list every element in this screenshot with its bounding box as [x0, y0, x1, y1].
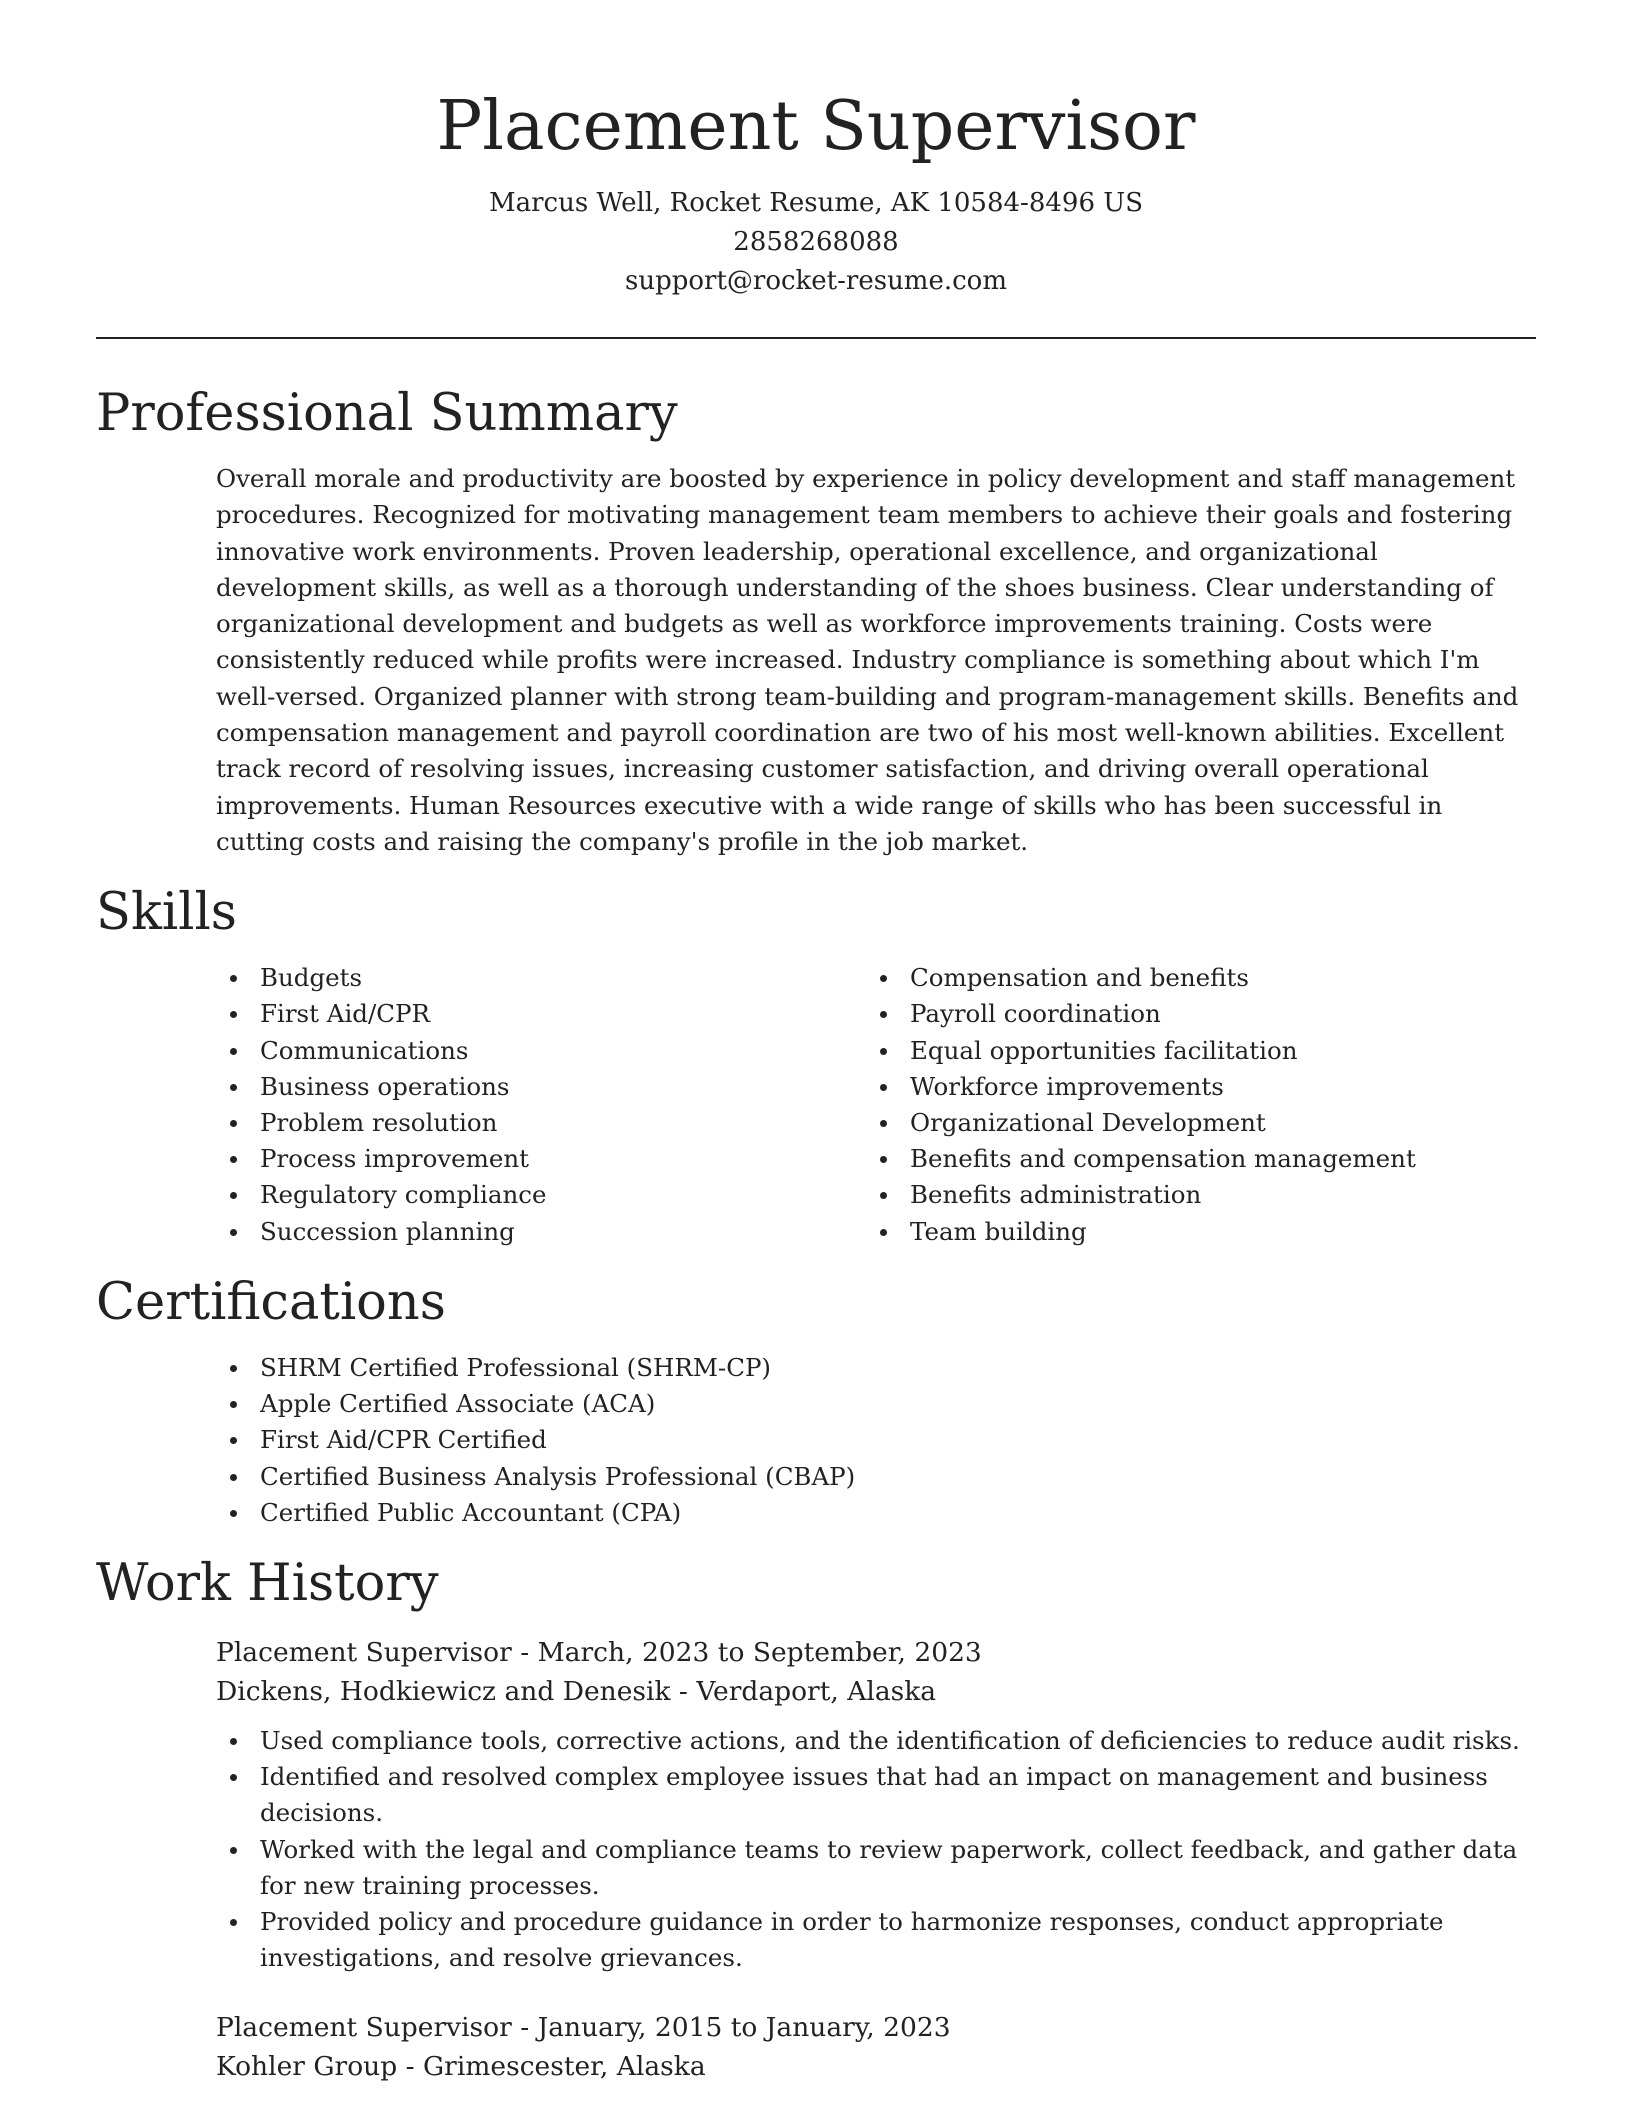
skills-list-left [216, 960, 866, 1250]
skills-title: Skills [96, 883, 237, 943]
certification-item: Certified Business Analysis Professional (CBAP) [216, 1459, 1536, 1495]
certifications-list [216, 1350, 1536, 1531]
skill-item: Payroll coordination [866, 996, 1516, 1032]
job-bullet: Used compliance tools, corrective actions, and the identification of deficiencies to reduce audit risks. [216, 1723, 1536, 1759]
summary-text: Overall morale and productivity are boosted by experience in policy development and staff management procedures. Recognized for motivating management team members to achieve their goals and fostering innovative work environments. Proven leadership, operational excellence, and organizational development skills, as well as a thorough understanding of the shoes business. Clear understanding of organizational development and budgets as well as workforce improvements training. Costs were consistently reduced while profits were increased. Industry compliance is something about which I'm well-versed. Organized planner with strong team-building and program-management skills. Benefits and compensation management and payroll coordination are two of his most well-known abilities. Excellent track record of resolving issues, increasing customer satisfaction, and driving overall operational improvements. Human Resources executive with a wide range of skills who has been successful in cutting costs and raising the company's profile in the job market. [216, 464, 1519, 856]
resume-header [96, 0, 1536, 301]
job-bullets [216, 1723, 1536, 1976]
skill-item: Equal opportunities facilitation [866, 1033, 1516, 1069]
skill-item: Problem resolution [216, 1105, 866, 1141]
skill-item: Benefits and compensation management [866, 1141, 1516, 1177]
job-role-dates: Placement Supervisor - March, 2023 to September, 2023 [216, 1636, 982, 1668]
work-history-title: Work History [96, 1553, 439, 1613]
skill-item: Compensation and benefits [866, 960, 1516, 996]
certification-item: SHRM Certified Professional (SHRM-CP) [216, 1350, 1536, 1386]
skill-item: First Aid/CPR [216, 996, 866, 1032]
skill-item: Team building [866, 1214, 1516, 1250]
job-role-dates: Placement Supervisor - January, 2015 to January, 2023 [216, 2012, 951, 2044]
job-company-location: Dickens, Hodkiewicz and Denesik - Verdaport, Alaska [216, 1675, 937, 1707]
certification-item: Apple Certified Associate (ACA) [216, 1386, 1536, 1422]
contact-email: support@rocket-resume.com [624, 266, 1007, 296]
skill-item: Benefits administration [866, 1177, 1516, 1213]
skill-item: Process improvement [216, 1141, 866, 1177]
skill-item: Workforce improvements [866, 1069, 1516, 1105]
resume-name: Placement Supervisor [436, 87, 1196, 166]
job-bullet: Identified and resolved complex employee issues that had an impact on management and business decisions. [216, 1759, 1536, 1831]
skills-list-right [866, 960, 1516, 1250]
certification-item: First Aid/CPR Certified [216, 1422, 1536, 1458]
certification-item: Certified Public Accountant (CPA) [216, 1495, 1536, 1531]
job-entry [216, 2008, 1536, 2086]
job-bullet: Worked with the legal and compliance teams to review paperwork, collect feedback, and gather data for new training processes. [216, 1832, 1536, 1904]
contact-address: Marcus Well, Rocket Resume, AK 10584-8496 US [489, 188, 1143, 218]
skill-item: Regulatory compliance [216, 1177, 866, 1213]
summary-title: Professional Summary [96, 384, 678, 443]
skills-grid [216, 960, 1536, 1250]
header-divider [96, 337, 1536, 339]
skill-item: Business operations [216, 1069, 866, 1105]
skill-item: Organizational Development [866, 1105, 1516, 1141]
job-bullet: Provided policy and procedure guidance in order to harmonize responses, conduct appropriate investigations, and resolve grievances. [216, 1904, 1536, 1976]
skill-item: Communications [216, 1033, 866, 1069]
resume-page [96, 0, 1536, 2086]
skill-item: Succession planning [216, 1214, 866, 1250]
certifications-title: Certifications [96, 1272, 446, 1332]
job-entry [216, 1633, 1536, 1976]
contact-phone: 2858268088 [733, 227, 899, 257]
skill-item: Budgets [216, 960, 866, 996]
job-company-location: Kohler Group - Grimescester, Alaska [216, 2051, 706, 2083]
